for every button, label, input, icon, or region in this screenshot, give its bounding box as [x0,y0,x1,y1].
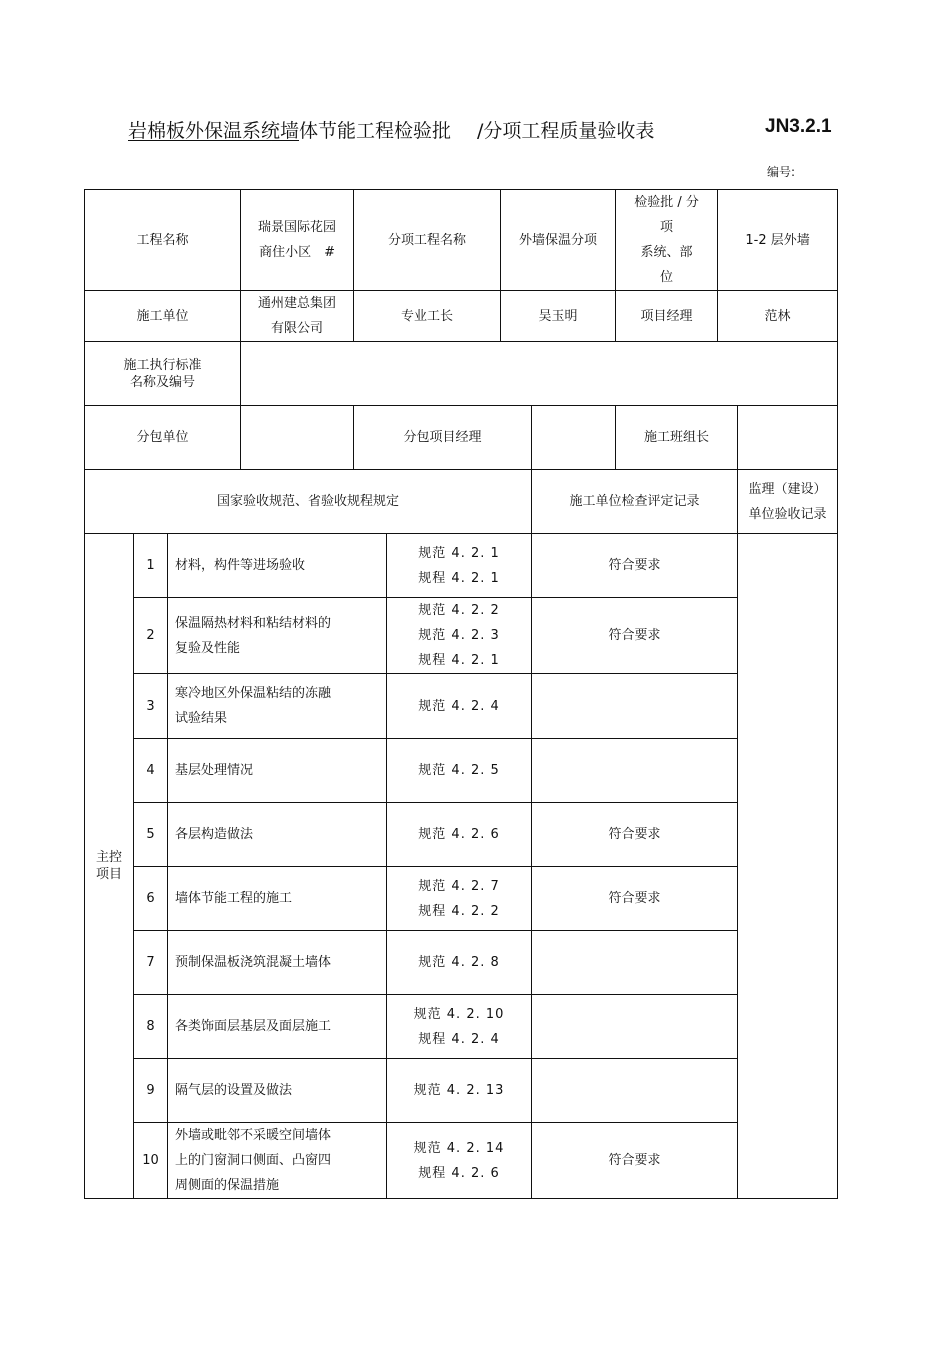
item-description: 预制保温板浇筑混凝土墙体 [168,931,387,995]
item-result[interactable] [532,674,738,739]
item-number: 6 [134,867,168,931]
item-description: 隔气层的设置及做法 [168,1059,387,1123]
info-row-subcontract [85,406,838,470]
item-number: 7 [134,931,168,995]
item-number: 3 [134,674,168,739]
title-part-a: 体节能工程检验批 [299,120,452,142]
item-description: 墙体节能工程的施工 [168,867,387,931]
table-row [85,867,838,931]
standard-label: 施工执行标准 名称及编号 [85,342,241,406]
info-row-project [85,190,838,291]
subitem-name-value[interactable]: 外墙保温分项 [501,190,616,291]
table-row [85,931,838,995]
sub-pm-label: 分包项目经理 [354,406,532,470]
item-standard: 规范 4. 2. 10 规程 4. 2. 4 [387,995,532,1059]
item-standard: 规范 4. 2. 5 [387,739,532,803]
item-number: 10 [134,1123,168,1199]
spec-header: 国家验收规范、省验收规程规定 [85,470,532,534]
main-control-label: 主控 项目 [85,534,134,1199]
info-row-standard [85,342,838,406]
item-number: 8 [134,995,168,1059]
item-number: 4 [134,739,168,803]
item-result[interactable] [532,1059,738,1123]
team-leader-label: 施工班组长 [616,406,738,470]
item-description: 基层处理情况 [168,739,387,803]
item-description: 寒冷地区外保温粘结的冻融 试验结果 [168,674,387,739]
item-number: 1 [134,534,168,598]
form-title [128,116,654,143]
sub-pm-value[interactable] [532,406,616,470]
serial-number-label: 编号: [767,165,796,179]
item-standard: 规范 4. 2. 8 [387,931,532,995]
subitem-name-label: 分项工程名称 [354,190,501,291]
item-result[interactable]: 符合要求 [532,1123,738,1199]
item-description: 材料，构件等进场验收 [168,534,387,598]
item-number: 9 [134,1059,168,1123]
contractor-check-header: 施工单位检查评定记录 [532,470,738,534]
table-row [85,739,838,803]
supervisor-record[interactable] [738,534,838,1199]
item-standard: 规范 4. 2. 4 [387,674,532,739]
contractor-value[interactable]: 通州建总集团 有限公司 [241,291,354,342]
foreman-label: 专业工长 [354,291,501,342]
project-manager-value[interactable]: 范林 [718,291,838,342]
info-row-contractor [85,291,838,342]
project-manager-label: 项目经理 [616,291,718,342]
batch-value[interactable]: 1-2 层外墙 [718,190,838,291]
table-row [85,995,838,1059]
table-row [85,598,838,674]
item-standard: 规范 4. 2. 13 [387,1059,532,1123]
table-row [85,1059,838,1123]
item-result[interactable]: 符合要求 [532,803,738,867]
item-description: 保温隔热材料和粘结材料的 复验及性能 [168,598,387,674]
title-part-b: /分项工程质量验收表 [477,120,655,142]
item-description: 各层构造做法 [168,803,387,867]
form-code: JN3.2.1 [765,116,832,137]
table-row [85,803,838,867]
item-standard: 规范 4. 2. 6 [387,803,532,867]
item-number: 5 [134,803,168,867]
item-standard: 规范 4. 2. 2 规范 4. 2. 3 规程 4. 2. 1 [387,598,532,674]
supervisor-header: 监理（建设） 单位验收记录 [738,470,838,534]
team-leader-value[interactable] [738,406,838,470]
item-result[interactable] [532,739,738,803]
item-result[interactable] [532,995,738,1059]
contractor-label: 施工单位 [85,291,241,342]
batch-label: 检验批 / 分 项 系统、部 位 [616,190,718,291]
item-result[interactable]: 符合要求 [532,867,738,931]
inspection-table [84,189,838,1199]
item-result[interactable]: 符合要求 [532,598,738,674]
table-row [85,674,838,739]
table-row [85,1123,838,1199]
project-name-value[interactable]: 瑞景国际花园 商住小区 # [241,190,354,291]
title-underlined: 岩棉板外保温系统墙 [128,120,300,142]
item-description: 各类饰面层基层及面层施工 [168,995,387,1059]
standard-value[interactable] [241,342,838,406]
item-result[interactable] [532,931,738,995]
subcontractor-label: 分包单位 [85,406,241,470]
item-result[interactable]: 符合要求 [532,534,738,598]
table-row [85,534,838,598]
subcontractor-value[interactable] [241,406,354,470]
foreman-value[interactable]: 吴玉明 [501,291,616,342]
column-header-row [85,470,838,534]
item-standard: 规范 4. 2. 14 规程 4. 2. 6 [387,1123,532,1199]
item-standard: 规范 4. 2. 1 规程 4. 2. 1 [387,534,532,598]
item-standard: 规范 4. 2. 7 规程 4. 2. 2 [387,867,532,931]
project-name-label: 工程名称 [85,190,241,291]
item-description: 外墙或毗邻不采暖空间墙体 上的门窗洞口侧面、凸窗四 周侧面的保温措施 [168,1123,387,1199]
item-number: 2 [134,598,168,674]
